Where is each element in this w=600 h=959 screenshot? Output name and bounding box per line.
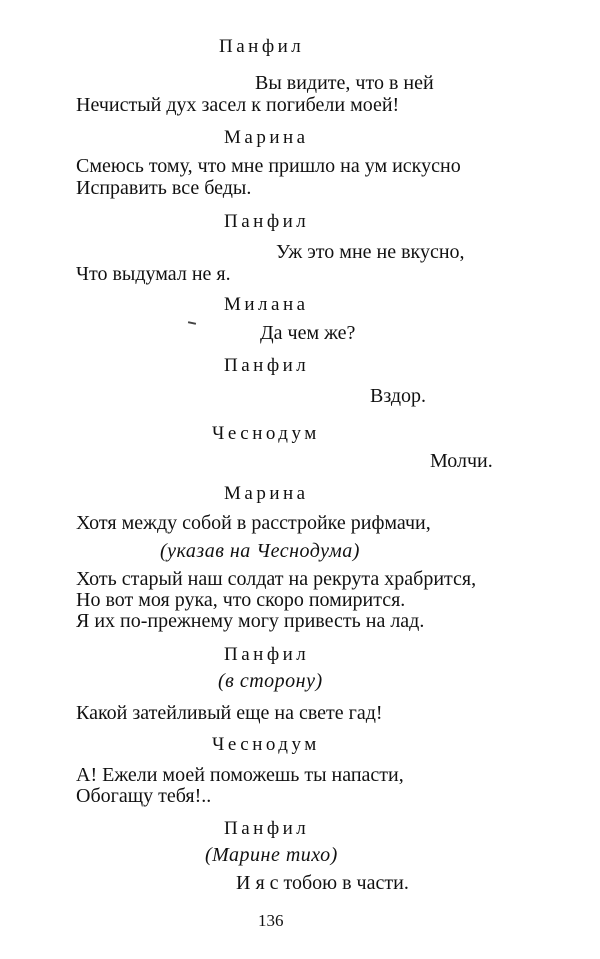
speaker-name: Панфил — [224, 355, 310, 376]
verse-line: Смеюсь тому, что мне пришло на ум искусно — [76, 155, 461, 177]
verse-line: Уж это мне не вкусно, — [276, 241, 465, 263]
speaker-name: Панфил — [224, 211, 310, 232]
speaker-name: Чеснодум — [212, 734, 320, 755]
speaker-name: Чеснодум — [212, 423, 320, 444]
speaker-name: Панфил — [224, 644, 310, 665]
verse-line: Хотя между собой в расстройке рифмачи, — [76, 512, 431, 534]
verse-line: Что выдумал не я. — [76, 263, 231, 285]
speaker-name: Панфил — [219, 36, 305, 57]
verse-line: И я с тобою в части. — [236, 872, 409, 894]
verse-line: Хоть старый наш солдат на рекрута храбрится, — [76, 568, 477, 590]
verse-line: А! Ежели моей поможешь ты напасти, — [76, 764, 404, 786]
verse-line: Вздор. — [370, 385, 427, 407]
verse-line: Вы видите, что в ней — [255, 72, 434, 94]
verse-line: Исправить все беды. — [76, 177, 252, 199]
verse-line: Какой затейливый еще на свете гад! — [76, 702, 383, 724]
stray-mark — [188, 321, 196, 325]
stage-direction: (в сторону) — [218, 670, 323, 692]
verse-line: Да чем же? — [260, 322, 356, 344]
speaker-name: Марина — [224, 127, 309, 148]
speaker-name: Панфил — [224, 818, 310, 839]
page-number: 136 — [258, 911, 284, 930]
verse-line: Нечистый дух засел к погибели моей! — [76, 94, 400, 116]
verse-line: Обогащу тебя!.. — [76, 785, 212, 807]
stage-direction: (указав на Чеснодума) — [160, 540, 360, 562]
verse-line: Я их по-прежнему могу привесть на лад. — [76, 610, 425, 632]
verse-line: Но вот моя рука, что скоро помирится. — [76, 589, 406, 611]
verse-line: Молчи. — [430, 450, 493, 472]
stage-direction: (Марине тихо) — [205, 844, 338, 866]
speaker-name: Марина — [224, 483, 309, 504]
speaker-name: Милана — [224, 294, 309, 315]
